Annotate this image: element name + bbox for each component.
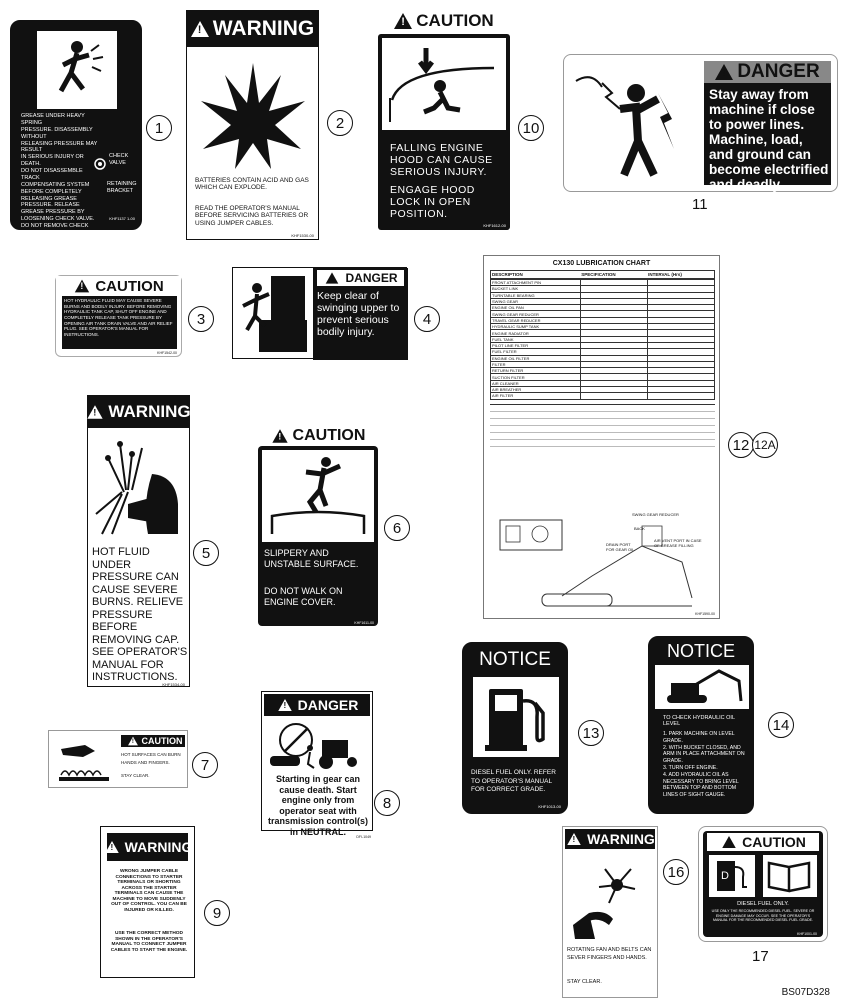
table-row: FUEL FILTER [491,349,715,355]
table-row: AIR FILTER [491,393,715,399]
label-8-start-gear-danger [261,691,373,839]
label-10-line2: ENGAGE HOOD LOCK IN OPEN POSITION. [390,184,475,221]
table-row: ENGINE OIL PAN [491,305,715,311]
label-6-slippery-caution [258,426,378,626]
label-11-text: Stay away from machine if close to power lines. Machine, load, and ground can become electrified and deadly. [709,87,829,192]
label-5-code: KHF1534-00 [162,682,185,687]
callout-16: 16 [663,859,689,885]
callout-6: 6 [384,515,410,541]
runover-pictogram [266,718,368,772]
falling-hood-pictogram [382,38,506,130]
callout-2: 2 [327,110,353,136]
label-7-hot-surface-caution [48,730,188,788]
label-4-header: ! DANGER [317,270,404,286]
table-row: RETURN FILTER [491,368,715,374]
warning-triangle-icon [88,405,103,419]
table-row: TURNTABLE BEARING [491,292,715,298]
label-10-line1: FALLING ENGINE HOOD CAN CAUSE SERIOUS INJURY. [390,142,493,179]
label-6-line1: SLIPPERY AND UNSTABLE SURFACE. [264,548,359,569]
warning-triangle-icon [191,21,209,37]
label-10-header: ! CAUTION [378,10,510,32]
label-13-diesel-notice [462,642,568,814]
callout-12: 12 [728,432,754,458]
table-row: SWING GEAR [491,298,715,304]
label-2-line1: BATTERIES CONTAIN ACID AND GAS WHICH CAN EXPLODE. [195,177,309,192]
label-2-header: ! WARNING [187,11,318,47]
label-4-swing-danger [232,267,407,359]
table-row: FRONT ATTACHMENT PIN [491,280,715,286]
svg-text:D: D [721,870,729,882]
label-2-battery-warning [186,10,319,240]
air-vent-label: AIR VENT PORT IN CASE OF GREASE FILLING [654,538,702,548]
check-valve-icon [91,155,109,173]
electrocution-pictogram [572,63,698,185]
rotating-fan-pictogram [569,855,653,941]
label-17-line1: DIESEL FUEL ONLY. [737,901,789,907]
table-row: FILTER [491,361,715,367]
label-3-header: ! CAUTION [56,276,181,296]
excavator-oil-level-icon [655,665,749,709]
label-5-text: HOT FLUID UNDER PRESSURE CAN CAUSE SEVERE BURNS. RELIEVE PRESSURE BEFORE REMOVING CAP. SEE OPERATOR'S MANUAL FOR INSTRUCTIONS. [92,546,188,683]
callout-13: 13 [578,720,604,746]
label-4-text: Keep clear of swinging upper to prevent serious bodily injury. [317,290,400,338]
label-1-code: KHF1137 1-00 [109,216,135,221]
label-7-header: ! CAUTION [121,735,185,747]
table-row: AIR BREATHER [491,387,715,393]
spring-hazard-pictogram [37,31,117,109]
callout-8: 8 [374,790,400,816]
danger-triangle-icon [278,699,292,711]
label-10-code: KHF1612-00 [483,223,506,228]
chart-title: CX130 LUBRICATION CHART [552,260,651,267]
lubrication-table [490,270,715,474]
label-3-hydraulic-caution [55,275,182,357]
label-16-line1: ROTATING FAN AND BELTS CAN SEVER FINGERS AND HANDS. [567,947,652,961]
check-valve-label: CHECK VALVE [109,153,129,166]
back-label: BACK [634,526,645,531]
label-3-text: HOT HYDRAULIC FLUID MAY CAUSE SEVERE BURNS AND BODILY INJURY. BEFORE REMOVING HYDRAULIC TANK CAP, SHUT OFF ENGINE AND COMPLETELY RELEASE TANK PRESSURE BY OPENING AIR TANK DRAIN VALVE AND AIR RELIEF PLUG. SEE OPERATOR'S MANUAL FOR INSTRUCTIONS. [64,298,173,337]
hot-surface-hand-icon [55,737,119,783]
col-description: DESCRIPTION [492,272,523,277]
label-7-line2: STAY CLEAR. [121,773,150,778]
danger-triangle-icon [715,64,733,80]
label-5-hot-fluid-warning [87,395,190,687]
table-row: SWING GEAR REDUCER [491,311,715,317]
label-4-body [313,268,408,360]
hot-fluid-spray-pictogram [92,434,187,542]
label-16-line2: STAY CLEAR. [567,979,602,985]
fuel-manual-icons [709,855,817,897]
caution-triangle-icon [394,13,412,29]
caution-triangle-icon [128,737,138,746]
table-row: ENGINE OIL FILTER [491,355,715,361]
callout-11: 11 [692,196,708,213]
table-row: SUCTION FILTER [491,374,715,380]
label-8-code: DFI-1049 [356,834,371,839]
label-9-line1: WRONG JUMPER CABLE CONNECTIONS TO STARTER TERMINALS OR SHORTING ACROSS THE STARTER TERMINALS CAN CAUSE THE MACHINE TO MOVE SUDDENLY OUT OF CONTROL. YOU CAN BE INJURED OR KILLED. [111,869,187,913]
retaining-bracket-label: RETAINING BRACKET [107,181,137,194]
callout-12a: 12A [752,432,778,458]
callout-5: 5 [193,540,219,566]
label-13-code: KHF1013-00 [538,804,561,809]
label-9-jumper-cable-warning [100,826,195,978]
table-row: PILOT LINE FILTER [491,342,715,348]
table-row: AIR CLEANER [491,380,715,386]
fuel-pump-icon [473,677,559,757]
caution-triangle-icon [75,280,89,293]
label-10-hood-caution [378,10,510,230]
label-11-power-lines-danger [563,54,838,192]
excavator-diagram [492,506,716,612]
label-14-hydraulic-oil-notice [648,636,754,814]
swing-gear-reducer-label: SWING GEAR REDUCER [632,512,679,517]
label-13-header: NOTICE [479,649,551,670]
label-17-body [703,831,823,937]
label-13-text: DIESEL FUEL ONLY. REFER TO OPERATOR'S MANUAL FOR CORRECT GRADE. [471,769,556,793]
callout-10: 10 [518,115,544,141]
label-12-lubrication-chart [483,255,720,619]
label-14-intro: TO CHECK HYDRAULIC OIL LEVEL [663,715,735,728]
label-17-line2: USE ONLY THE RECOMMENDED DIESEL FUEL. SEVERE OR ENGINE DAMAGE MAY OCCUR. SEE THE OPERATOR'S MANUAL FOR THE RECOMMENDED DIESEL FUEL GRADE. [711,909,815,922]
label-9-header: ! WARNING [107,833,188,861]
callout-9: 9 [204,900,230,926]
label-8-text: Starting in gear can cause death. Start engine only from operator seat with transmission control(s) in NEUTRAL. [267,774,368,837]
label-17-header: ! CAUTION [707,833,819,851]
chart-notes [490,404,715,474]
label-12-code: KHF1590-00 [695,611,715,616]
warning-triangle-icon [567,833,581,845]
warning-triangle-icon [105,841,119,853]
label-17-code: KHF1001-00 [797,931,817,936]
callout-1: 1 [146,115,172,141]
label-7-line1: HOT SURFACES CAN BURN HANDS AND FINGERS. [121,752,181,765]
callout-17: 17 [752,948,769,965]
label-6-code: KHF1611-00 [354,620,374,625]
table-row: ENGINE RADIATOR [491,330,715,336]
label-14-header: NOTICE [666,641,735,661]
caution-triangle-icon [722,836,736,848]
table-row: TRAVEL GEAR REDUCER [491,317,715,323]
label-8-header: ! DANGER [264,694,370,716]
label-16-fan-warning [562,826,658,998]
label-3-body [62,296,177,349]
callout-14: 14 [768,712,794,738]
table-row: BUCKET LINK [491,286,715,292]
callout-3: 3 [188,306,214,332]
explosion-icon [197,53,309,173]
label-11-header: ! DANGER [704,61,831,83]
table-row: FUEL TANK [491,336,715,342]
label-16-header: ! WARNING [565,829,655,849]
slipping-person-pictogram [262,450,374,542]
label-2-code: KHF1530-00 [291,233,314,238]
drain-port-label: DRAIN PORT FOR GEAR OIL [606,542,635,552]
label-14-steps: 1. PARK MACHINE ON LEVEL GRADE. 2. WITH BUCKET CLOSED, AND ARM IN PLACE ATTACHMENT ON GRADE. 3. TURN OFF ENGINE. 4. ADD HYDRAULIC OIL AS NECESSARY TO BRING LEVEL BETWEEN TOP AND BOTTOM LINES OF SIGHT GAUGE. [663,731,745,799]
label-1-text: GREASE UNDER HEAVY SPRING PRESSURE. DISASSEMBLY WITHOUT RELEASING PRESSURE MAY RESULT IN SERIOUS INJURY OR DEATH. DO NOT DISASSEMBLE TRACK COMPENSATING SYSTEM BEFORE COMPLETELY RELEASING GREASE PRESSURE. RELEASE GREASE PRESSURE BY LOOSENING CHECK VALVE. DO NOT REMOVE CHECK VALVE OR RETAINING BRACKET. [21,113,98,243]
caution-triangle-icon [272,429,287,443]
danger-triangle-icon [326,272,339,283]
label-10-body [378,34,510,230]
swinging-upper-pictogram [235,270,311,356]
col-specification: SPECIFICATION [581,272,616,277]
label-6-body [258,446,378,626]
col-interval: INTERVAL (Hrs) [648,272,682,277]
label-17-diesel-caution [698,826,828,942]
label-11-body [704,61,831,192]
lubrication-rows [490,279,715,400]
label-6-header: ! CAUTION [258,426,378,446]
label-2-line2: READ THE OPERATOR'S MANUAL BEFORE SERVICING BATTERIES OR USING JUMPER CABLES. [195,205,309,227]
figure-code: BS07D328 [781,987,830,998]
label-6-line2: DO NOT WALK ON ENGINE COVER. [264,586,343,607]
label-1-spring-pressure [10,20,142,243]
label-5-header: ! WARNING [88,396,189,428]
table-row: HYDRAULIC SUMP TANK [491,324,715,330]
label-3-code: KHF1542-00 [157,350,177,355]
callout-4: 4 [414,306,440,332]
label-9-line2: USE THE CORRECT METHOD SHOWN IN THE OPERATOR'S MANUAL TO CONNECT JUMPER CABLES TO START THE ENGINE. [110,931,188,953]
callout-7: 7 [192,752,218,778]
